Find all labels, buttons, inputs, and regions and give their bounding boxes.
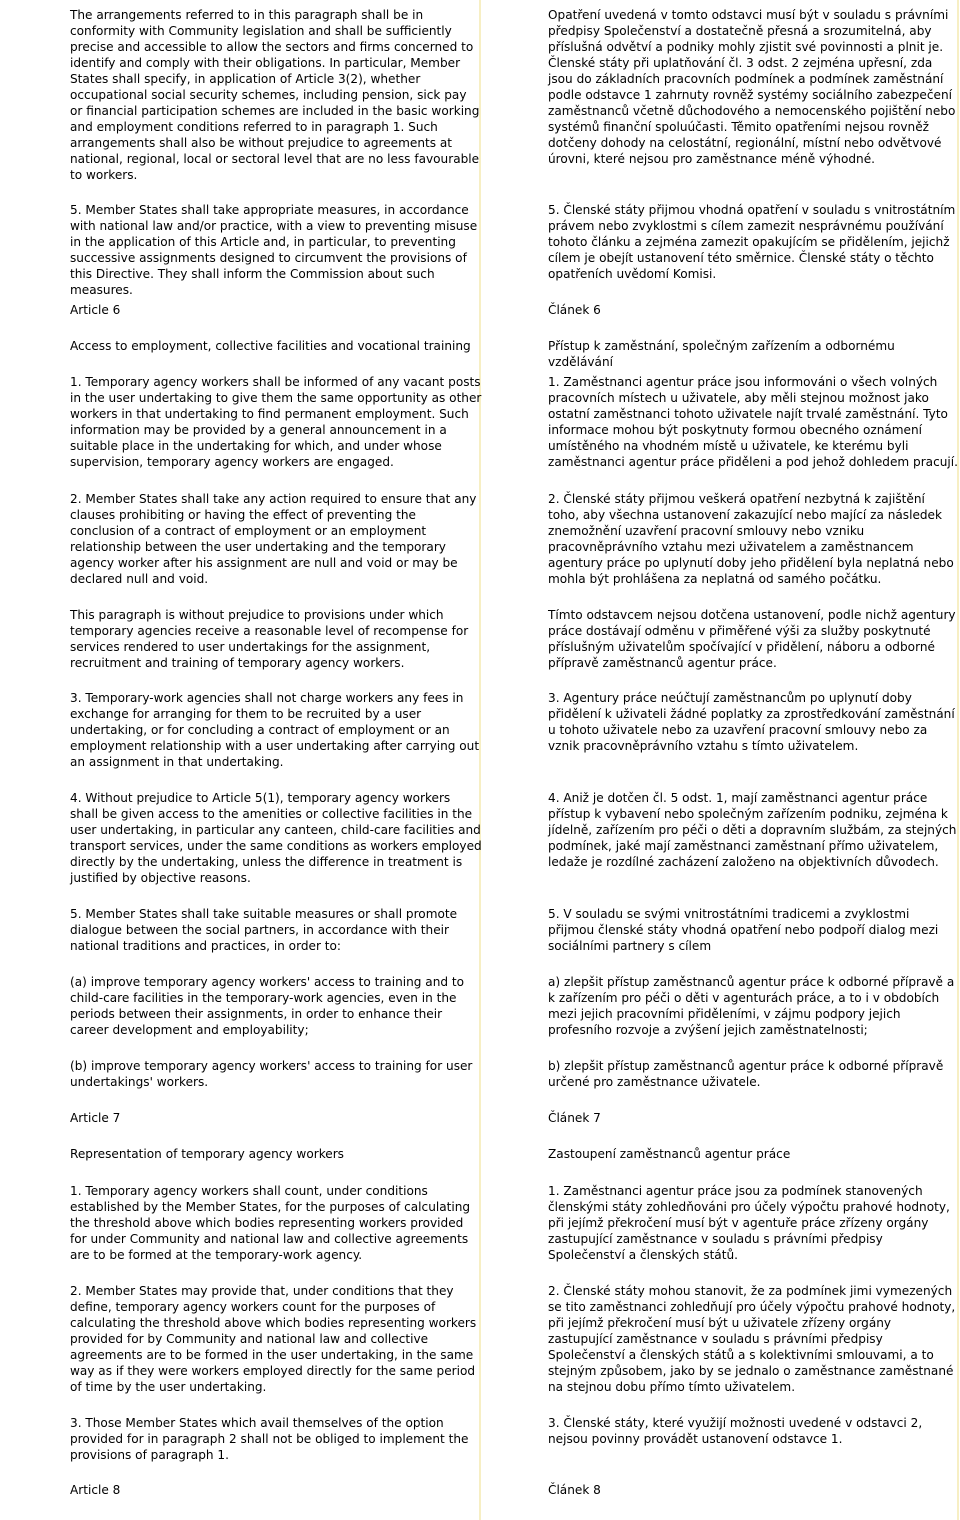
english-article-heading: Article 7 [70,1111,121,1125]
english-paragraph: 4. Without prejudice to Article 5(1), temporary agency workers shall be given access to the amenities or collective facilities in the user undertaking, in particular any canteen, child-care facilities and transport services, under the same conditions as workers employed directly by the undertaking, unless the difference in treatment is justified by objective reasons. [70,791,482,886]
english-paragraph: 3. Those Member States which avail themselves of the option provided for in paragraph 2 shall not be obliged to implement the provisions of paragraph 1. [70,1416,469,1463]
czech-article-heading: Článek 6 [548,303,601,317]
czech-paragraph: 1. Zaměstnanci agentur práce jsou za podmínek stanovených členskými státy zohledňováni pro účely výpočtu prahové hodnoty, při jejímž překročení musí být v agentuře práce zřízeny orgány zastupující zaměstnance v souladu s právními předpisy Společenství a členských států. [548,1184,950,1263]
english-paragraph: (a) improve temporary agency workers' access to training and to child-care facilities in the temporary-work agencies, even in the periods between their assignments, in order to enhance their career development and employability; [70,975,465,1038]
english-paragraph: The arrangements referred to in this paragraph shall be in conformity with Community legislation and shall be sufficiently precise and accessible to allow the sectors and firms concerned to identify and comply with their obligations. In particular, Member States shall specify, in application of Article 3(2), whether occupational social security schemes, including pension, sick pay or financial participation schemes are included in the basic working and employment conditions referred to in paragraph 1. Such arrangements shall also be without prejudice to agreements at national, regional, local or sectoral level that are no less favourable to workers. [70,8,480,183]
czech-article-heading: Článek 7 [548,1111,601,1125]
english-paragraph: 2. Member States may provide that, under conditions that they define, temporary agency workers count for the purposes of calculating the threshold above which bodies representing workers provided for by Community and national law and collective agreements are to be formed in the user undertaking, in the same way as if they were workers employed directly for the same period of time by the user undertaking. [70,1284,477,1395]
english-paragraph: 5. Member States shall take appropriate measures, in accordance with national law and/or practice, with a view to preventing misuse in the application of this Article and, in particular, to preventing successive assignments designed to circumvent the provisions of this Directive. They shall inform the Commission about such measures. [70,203,478,298]
english-article-title: Access to employment, collective facilities and vocational training [70,339,471,353]
czech-article-title: Zastoupení zaměstnanců agentur práce [548,1147,791,1161]
czech-paragraph: b) zlepšit přístup zaměstnanců agentur práce k odborné přípravě určené pro zaměstnance uživatele. [548,1059,944,1090]
czech-paragraph: a) zlepšit přístup zaměstnanců agentur práce k odborné přípravě a k zařízením pro péči o děti v agenturách práce, a to i v obdobích mezi jejich pracovními přiděleními, v zájmu podpory jejich profesního rozvoje a zvýšení jejich zaměstnatelnosti; [548,975,955,1038]
english-paragraph: This paragraph is without prejudice to provisions under which temporary agencies receive a reasonable level of recompense for services rendered to user undertakings for the assignment, recruitment and training of temporary agency workers. [70,608,469,671]
czech-paragraph: Tímto odstavcem nejsou dotčena ustanovení, podle nichž agentury práce dostávají odměnu v přiměřené výši za služby poskytnuté příslušným uživatelům spočívající v přidělení, náboru a odborné přípravě zaměstnanců agentur práce. [548,608,956,671]
czech-paragraph: 3. Členské státy, které využijí možnosti uvedené v odstavci 2, nejsou povinny provádět ustanovení odstavce 1. [548,1416,923,1447]
czech-article-heading: Článek 8 [548,1483,601,1497]
english-article-heading: Article 6 [70,303,121,317]
english-article-title: Representation of temporary agency workers [70,1147,344,1161]
czech-paragraph: 5. Členské státy přijmou vhodná opatření v souladu s vnitrostátním právem nebo zvyklostmi s cílem zamezit nesprávnému používání tohoto článku a zejména zamezit opakujícím se přidělením, jejichž cílem je obejít ustanovení této směrnice. Členské státy o těchto opatřeních uvědomí Komisi. [548,203,956,282]
czech-paragraph: 4. Aniž je dotčen čl. 5 odst. 1, mají zaměstnanci agentur práce přístup k vybavení nebo společným zařízením podniku, zejména k jídelně, zařízením pro péči o děti a dopravním službám, za stejných podmínek, jaké mají zaměstnanci zaměstnaní přímo uživatelem, ledaže je rozdílné zacházení založeno na objektivních důvodech. [548,791,957,870]
english-paragraph: (b) improve temporary agency workers' access to training for user undertakings' workers. [70,1059,473,1090]
english-paragraph: 1. Temporary agency workers shall count, under conditions established by the Member States, for the purposes of calculating the threshold above which bodies representing workers provided for under Community and national law and collective agreements are to be formed at the temporary-work agency. [70,1184,471,1263]
english-article-heading: Article 8 [70,1483,121,1497]
english-paragraph: 3. Temporary-work agencies shall not charge workers any fees in exchange for arranging for them to be recruited by a user undertaking, or for concluding a contract of employment or an employment relationship with a user undertaking after carrying out an assignment in that undertaking. [70,691,480,770]
czech-paragraph: 2. Členské státy mohou stanovit, že za podmínek jimi vymezených se tito zaměstnanci zohledňují pro účely výpočtu prahové hodnoty, při jejímž překročení musí být u uživatele zřízeny orgány zastupující zaměstnance v souladu s právními předpisy Společenství a členských států a s kolektivními smlouvami, a to stejným způsobem, jako by se jednalo o zaměstnance zaměstnané na stejnou dobu přímo tímto uživatelem. [548,1284,956,1395]
czech-paragraph: Opatření uvedená v tomto odstavci musí být v souladu s právními předpisy Společenství a dostatečně přesná a srozumitelná, aby příslušná odvětví a podniky mohly zjistit své povinnosti a plnit je. Členské státy při uplatňování čl. 3 odst. 2 zejména upřesní, zda jsou do základních pracovních podmínek a podmínek zaměstnání podle odstavce 1 zahrnuty rovněž systémy sociálního zabezpečení zaměstnanců včetně důchodového a nemocenského pojištění nebo systémů finanční spoluúčasti. Těmito opatřeními nejsou rovněž dotčeny dohody na celostátní, regionální, místní nebo odvětvové úrovni, které nejsou pro zaměstnance méně výhodné. [548,8,956,167]
english-paragraph: 1. Temporary agency workers shall be informed of any vacant posts in the user undertaking to give them the same opportunity as other workers in that undertaking to find permanent employment. Such information may be provided by a general announcement in a suitable place in the undertaking for which, and under whose supervision, temporary agency workers are engaged. [70,375,482,470]
czech-paragraph: 3. Agentury práce neúčtují zaměstnancům po uplynutí doby přidělení k uživateli žádné poplatky za zprostředkování zaměstnání u tohoto uživatele nebo za uzavření pracovní smlouvy nebo za vznik pracovněprávního vztahu s tímto uživatelem. [548,691,955,754]
czech-paragraph: 1. Zaměstnanci agentur práce jsou informováni o všech volných pracovních místech u uživatele, aby měli stejnou možnost jako ostatní zaměstnanci tohoto uživatele najít trvalé zaměstnání. Tyto informace mohou být poskytnuty formou obecného oznámení umístěného na vhodném místě u uživatele, ke kterému byli zaměstnanci agentur práce přiděleni a pod jehož dohledem pracují. [548,375,958,470]
english-paragraph: 2. Member States shall take any action required to ensure that any clauses prohibiting or having the effect of preventing the conclusion of a contract of employment or an employment relationship between the user undertaking and the temporary agency worker after his assignment are null and void or may be declared null and void. [70,492,477,587]
english-paragraph: 5. Member States shall take suitable measures or shall promote dialogue between the social partners, in accordance with their national traditions and practices, in order to: [70,907,458,954]
czech-article-title: Přístup k zaměstnání, společným zařízením a odbornému vzdělávání [548,339,895,370]
czech-paragraph: 2. Členské státy přijmou veškerá opatření nezbytná k zajištění toho, aby všechna ustanovení zakazující nebo mající za následek znemožnění uzavření pracovní smlouvy nebo vzniku pracovněprávního vztahu mezi uživatelem a zaměstnancem agentury práce po uplynutí doby jeho přidělení byla neplatná nebo mohla být prohlášena za neplatná od samého počátku. [548,492,954,587]
czech-paragraph: 5. V souladu se svými vnitrostátními tradicemi a zvyklostmi přijmou členské státy vhodná opatření nebo podpoří dialog mezi sociálními partnery s cílem [548,907,939,954]
